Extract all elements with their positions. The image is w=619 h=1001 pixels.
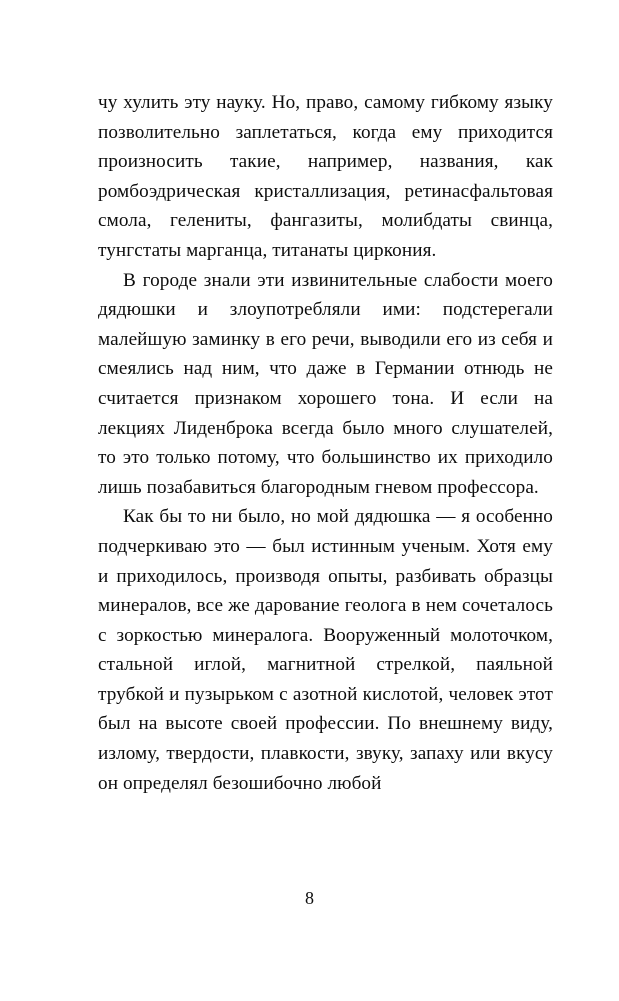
page-text-block: [98, 88, 553, 798]
paragraph: чу хулить эту науку. Но, право, самому гибкому языку позволительно заплетаться, когда ему приходится произносить такие, например, названия, как ромбоэдрическая кристаллизация, ретинасфальтовая смола, гелениты, фангазиты, молибдаты свинца, тунгстаты марганца, титанаты циркония.: [98, 92, 553, 261]
paragraph: В городе знали эти извинительные слабости моего дядюшки и злоупотребляли ими: подстерегали малейшую заминку в его речи, выводили его из себя и смеялись над ним, что даже в Германии отнюдь не считается признаком хорошего тона. И если на лекциях Лиденброка всегда было много слушателей, то это только потому, что большинство их приходило лишь позабавиться благородным гневом профессора.: [98, 269, 553, 498]
page-number: 8: [305, 888, 314, 908]
paragraph: Как бы то ни было, но мой дядюшка — я особенно подчеркиваю это — был истинным ученым. Хотя ему и приходилось, производя опыты, разбивать образцы минералов, все же дарование геолога в нем сочеталось с зоркостью минералога. Вооруженный молоточком, стальной иглой, магнитной стрелкой, паяльной трубкой и пузырьком с азотной кислотой, человек этот был на высоте своей профессии. По внешнему виду, излому, твердости, плавкости, звуку, запаху или вкусу он определял безошибочно любой: [98, 506, 553, 794]
